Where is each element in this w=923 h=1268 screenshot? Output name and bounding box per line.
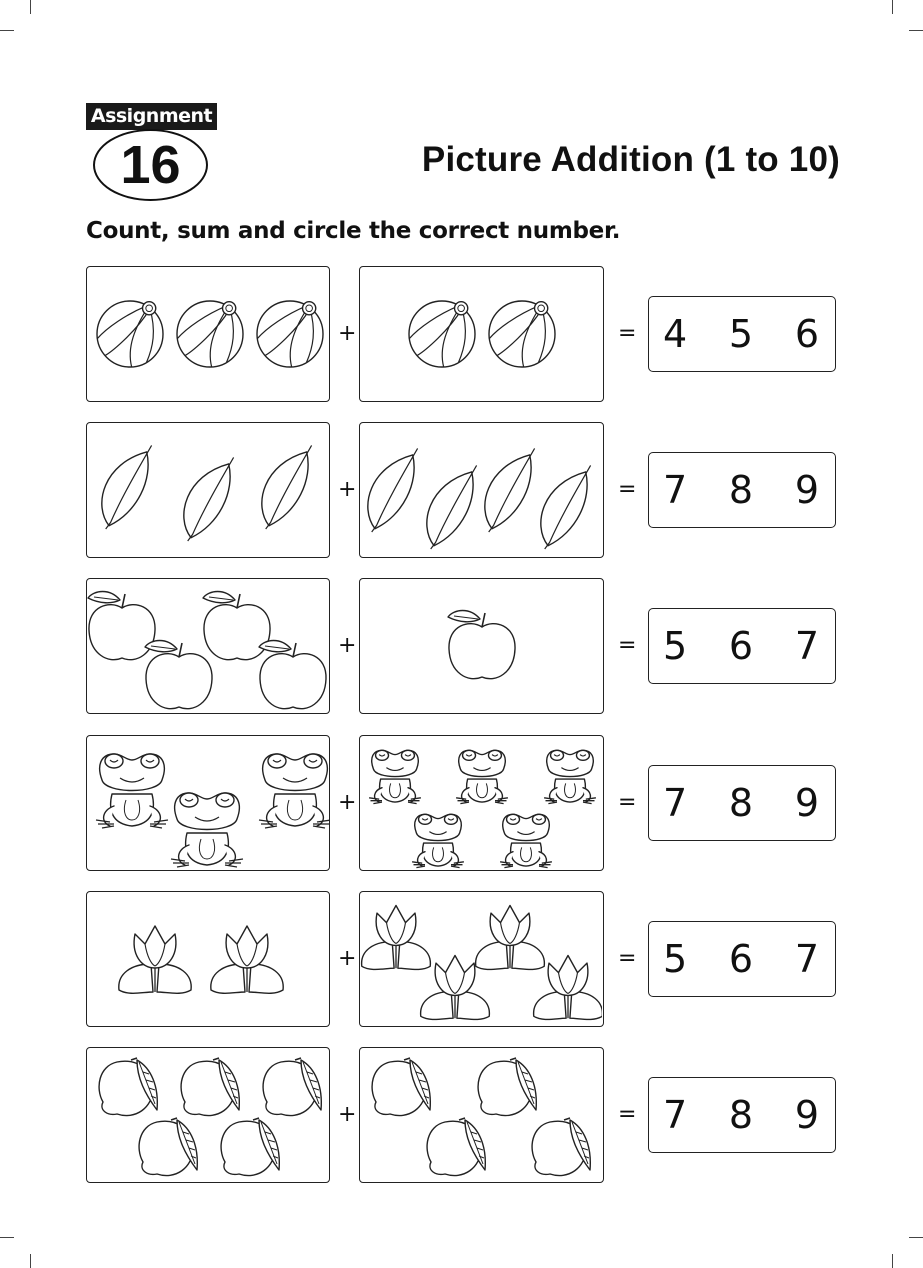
ball-icon: [177, 301, 243, 367]
mango-icon: [532, 1118, 590, 1176]
plus-sign: +: [338, 477, 357, 502]
crop-mark: [909, 1237, 923, 1238]
mango-icon: [263, 1058, 321, 1116]
plus-sign: +: [338, 633, 357, 658]
crop-mark: [30, 1254, 31, 1268]
frog-icon: [544, 750, 596, 803]
right-picture-box: [359, 1047, 604, 1183]
mango-icon: [372, 1058, 430, 1116]
leaf-icon: [541, 465, 591, 549]
plus-sign: +: [338, 1102, 357, 1127]
plus-sign: +: [338, 790, 357, 815]
mango-icon: [99, 1058, 157, 1116]
apple-icon: [88, 592, 155, 660]
leaf-icon: [102, 445, 152, 529]
answer-option[interactable]: 6: [728, 624, 754, 668]
answer-option[interactable]: 5: [663, 937, 688, 981]
left-picture-box: [86, 1047, 330, 1183]
crop-mark: [30, 0, 31, 14]
problem-row: [0, 422, 923, 560]
answer-option[interactable]: 8: [728, 781, 754, 825]
apple-icon: [259, 641, 326, 709]
tulip-icon: [362, 906, 431, 970]
left-picture-box: [86, 578, 330, 714]
assignment-number: 16: [93, 129, 208, 201]
crop-mark: [909, 30, 923, 31]
apple-icon: [145, 641, 212, 709]
answer-option[interactable]: 6: [728, 937, 754, 981]
answer-option[interactable]: 7: [794, 937, 819, 981]
apple-icon: [448, 611, 515, 679]
right-picture-box: [359, 422, 604, 558]
answer-choices: [648, 296, 836, 372]
mango-icon: [139, 1118, 197, 1176]
crop-mark: [892, 0, 893, 14]
right-picture-box: [359, 735, 604, 871]
answer-choices: [648, 921, 836, 997]
answer-option[interactable]: 9: [794, 781, 819, 825]
ball-icon: [409, 301, 475, 367]
answer-option[interactable]: 7: [663, 468, 688, 512]
equals-sign: =: [618, 477, 637, 502]
right-picture-box: [359, 578, 604, 714]
plus-sign: +: [338, 321, 357, 346]
leaf-icon: [485, 448, 535, 532]
ball-icon: [257, 301, 323, 367]
left-picture-box: [86, 266, 330, 402]
answer-choices: [648, 765, 836, 841]
frog-icon: [412, 814, 464, 867]
equals-sign: =: [618, 321, 637, 346]
answer-option[interactable]: 9: [794, 1093, 819, 1137]
tulip-icon: [476, 906, 545, 970]
problem-row: [0, 891, 923, 1029]
leaf-icon: [184, 457, 234, 541]
problem-row: [0, 266, 923, 404]
answer-choices: [648, 452, 836, 528]
crop-mark: [892, 1254, 893, 1268]
answer-option[interactable]: 7: [663, 1093, 688, 1137]
leaf-icon: [368, 448, 418, 532]
frog-icon: [456, 750, 508, 803]
frog-icon: [259, 754, 329, 828]
answer-option[interactable]: 7: [663, 781, 688, 825]
equals-sign: =: [618, 633, 637, 658]
problem-row: [0, 578, 923, 716]
plus-sign: +: [338, 946, 357, 971]
answer-choices: [648, 1077, 836, 1153]
equals-sign: =: [618, 946, 637, 971]
left-picture-box: [86, 891, 330, 1027]
frog-icon: [369, 750, 421, 803]
right-picture-box: [359, 891, 604, 1027]
equals-sign: =: [618, 1102, 637, 1127]
answer-option[interactable]: 5: [663, 624, 688, 668]
frog-icon: [171, 793, 243, 867]
left-picture-box: [86, 735, 330, 871]
answer-option[interactable]: 8: [728, 1093, 754, 1137]
answer-option[interactable]: 7: [794, 624, 819, 668]
mango-icon: [478, 1058, 536, 1116]
ball-icon: [489, 301, 555, 367]
mango-icon: [221, 1118, 279, 1176]
problem-row: [0, 1047, 923, 1185]
ball-icon: [97, 301, 163, 367]
left-picture-box: [86, 422, 330, 558]
answer-choices: [648, 608, 836, 684]
mango-icon: [181, 1058, 239, 1116]
frog-icon: [96, 754, 168, 828]
tulip-icon: [119, 926, 191, 993]
answer-option[interactable]: 5: [728, 312, 754, 356]
tulip-icon: [211, 926, 283, 993]
answer-option[interactable]: 9: [794, 468, 819, 512]
apple-icon: [203, 592, 270, 660]
mango-icon: [427, 1118, 485, 1176]
assignment-badge: Assignment: [86, 103, 217, 130]
right-picture-box: [359, 266, 604, 402]
problem-row: [0, 735, 923, 873]
leaf-icon: [427, 465, 477, 549]
answer-option[interactable]: 6: [794, 312, 819, 356]
crop-mark: [0, 1237, 14, 1238]
equals-sign: =: [618, 790, 637, 815]
frog-icon: [500, 814, 552, 867]
answer-option[interactable]: 8: [728, 468, 754, 512]
instruction-text: Count, sum and circle the correct number.: [86, 218, 621, 244]
leaf-icon: [262, 445, 312, 529]
crop-mark: [0, 30, 14, 31]
answer-option[interactable]: 4: [663, 312, 688, 356]
page-title: Picture Addition (1 to 10): [421, 140, 840, 179]
